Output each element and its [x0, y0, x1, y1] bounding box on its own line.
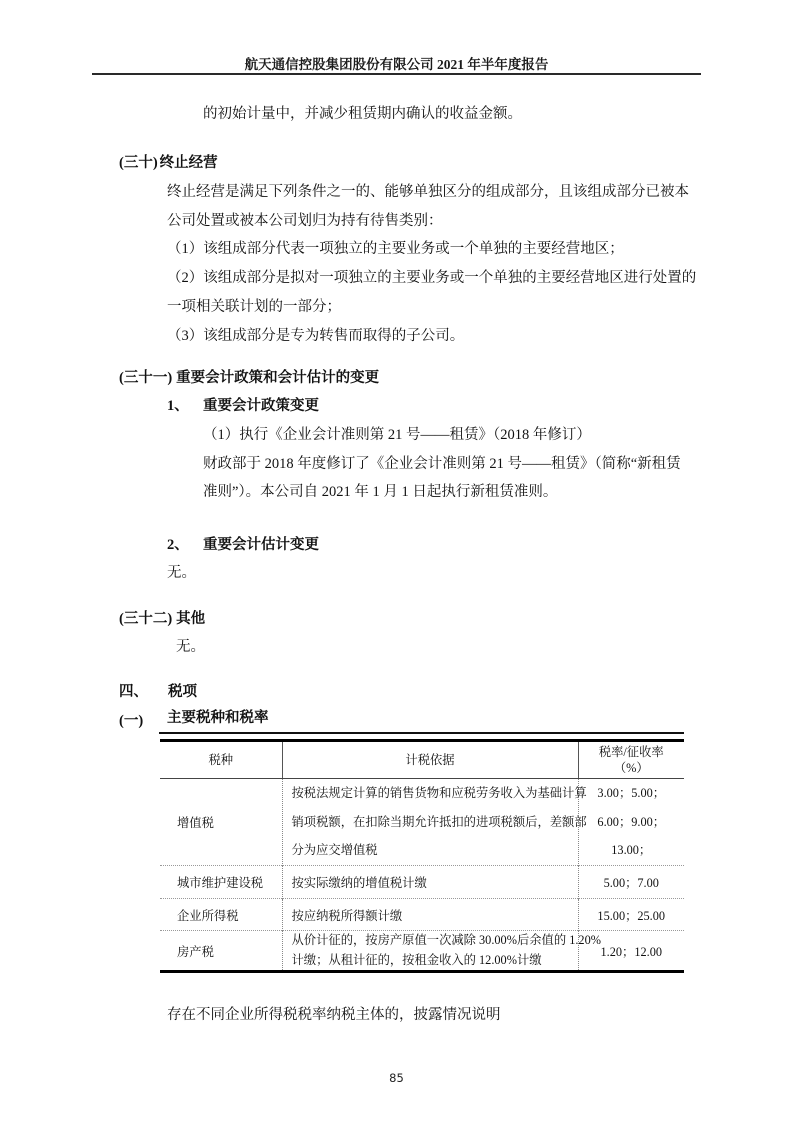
cell-line: 销项税额，在扣除当期允许抵扣的进项税额后，差额部	[291, 814, 587, 829]
section-30-heading	[119, 149, 218, 178]
tax-basis-cell	[282, 931, 601, 972]
section-32-body: 无。	[176, 639, 205, 655]
closing-paragraph: 存在不同企业所得税税率纳税主体的，披露情况说明	[167, 1007, 501, 1023]
col-header-tax-type: 税种	[160, 741, 282, 779]
paragraph-line: 一项相关联计划的一部分；	[167, 298, 341, 315]
intro-paragraph-line: 的初始计量中，并减少租赁期内确认的收益金额。	[203, 106, 522, 122]
tax-rate-cell: 5.00；7.00	[603, 876, 659, 891]
cell-line: 分为应交增值税	[291, 843, 378, 858]
paragraph-line: 财政部于 2018 年度修订了《企业会计准则第 21 号——租赁》（简称“新租赁	[203, 455, 681, 472]
tax-types-heading: 主要税种和税率	[167, 710, 269, 726]
tax-type-cell: 房产税	[160, 931, 282, 972]
cell-line: 6.00；9.00；	[597, 814, 666, 829]
subsection-2-body: 无。	[167, 565, 196, 581]
paragraph-line: （1）该组成部分代表一项独立的主要业务或一个单独的主要经营地区；	[167, 241, 624, 258]
tax-rate-cell: 1.20；12.00	[600, 944, 662, 959]
tax-types-heading-underline	[159, 706, 684, 734]
section-31-title: 重要会计政策和会计估计的变更	[176, 370, 380, 386]
col-header-tax-rate-line1: 税率/征收率	[598, 745, 664, 759]
paragraph-line: （2）该组成部分是拟对一项独立的主要业务或一个单独的主要经营地区进行处置的	[167, 270, 697, 287]
tax-table	[160, 739, 684, 973]
subsection-1-paragraph	[203, 421, 681, 507]
subsection-1-number: 1、	[167, 398, 189, 414]
tax-type-cell: 城市维护建设税	[160, 866, 282, 899]
section-32-title: 其他	[176, 611, 206, 627]
col-header-tax-basis: 计税依据	[282, 741, 578, 779]
tax-table-header-row	[160, 741, 684, 779]
section-32-label: (三十二)	[119, 611, 173, 627]
subsection-1-title: 重要会计政策变更	[203, 398, 319, 414]
paragraph-line: （3）该组成部分是专为转售而取得的子公司。	[167, 327, 465, 344]
cell-line: 计缴；从租计征的，按租金收入的 12.00%计缴	[291, 952, 542, 967]
subsection-2-title: 重要会计估计变更	[203, 537, 319, 553]
subsection-2-heading	[167, 531, 319, 560]
section-31-label: (三十一)	[119, 370, 173, 386]
paragraph-line: （1）执行《企业会计准则第 21 号——租赁》（2018 年修订）	[203, 427, 591, 443]
tax-rate-cell	[578, 779, 684, 866]
table-row-vat	[160, 779, 684, 866]
cell-line: 按税法规定计算的销售货物和应税劳务收入为基础计算	[291, 786, 587, 800]
cell-line: 从价计征的，按房产原值一次减除 30.00%后余值的 1.20%	[291, 933, 601, 948]
page-number: 85	[389, 1071, 404, 1085]
subsection-2-number: 2、	[167, 537, 189, 553]
tax-type-cell: 企业所得税	[160, 899, 282, 931]
section-4-title: 税项	[168, 684, 197, 700]
section-30-label: (三十)	[119, 155, 158, 171]
section-30-paragraph	[167, 178, 696, 350]
tax-rate-cell: 15.00；25.00	[597, 908, 666, 923]
cell-line: 3.00；5.00；	[597, 786, 666, 800]
section-31-heading	[119, 364, 379, 393]
paragraph-line: 准则”）。本公司自 2021 年 1 月 1 日起执行新租赁准则。	[203, 484, 558, 501]
report-header-title: 航天通信控股集团股份有限公司 2021 年半年度报告	[244, 57, 549, 72]
tax-basis-cell: 按应纳税所得额计缴	[282, 899, 578, 931]
col-header-tax-rate	[578, 741, 684, 779]
section-4-sub-label: (一)	[119, 713, 144, 729]
col-header-tax-rate-line2: （%）	[613, 761, 649, 775]
table-row-property-tax	[160, 931, 684, 972]
table-row-corporate-income-tax	[160, 899, 684, 931]
cell-line: 13.00；	[611, 843, 652, 858]
table-row-city-tax	[160, 866, 684, 899]
section-30-title: 终止经营	[159, 155, 218, 171]
paragraph-line: 终止经营是满足下列条件之一的、能够单独区分的组成部分，且该组成部分已被本	[167, 184, 689, 200]
paragraph-line: 公司处置或被本公司划归为持有待售类别：	[167, 212, 443, 229]
tax-basis-cell	[282, 779, 587, 866]
tax-basis-cell: 按实际缴纳的增值税计缴	[282, 866, 578, 899]
header-rule	[92, 73, 701, 75]
section-4-label: 四、	[119, 684, 148, 700]
section-32-heading	[119, 605, 205, 634]
tax-type-cell: 增值税	[160, 779, 282, 866]
subsection-1-heading	[167, 392, 319, 421]
